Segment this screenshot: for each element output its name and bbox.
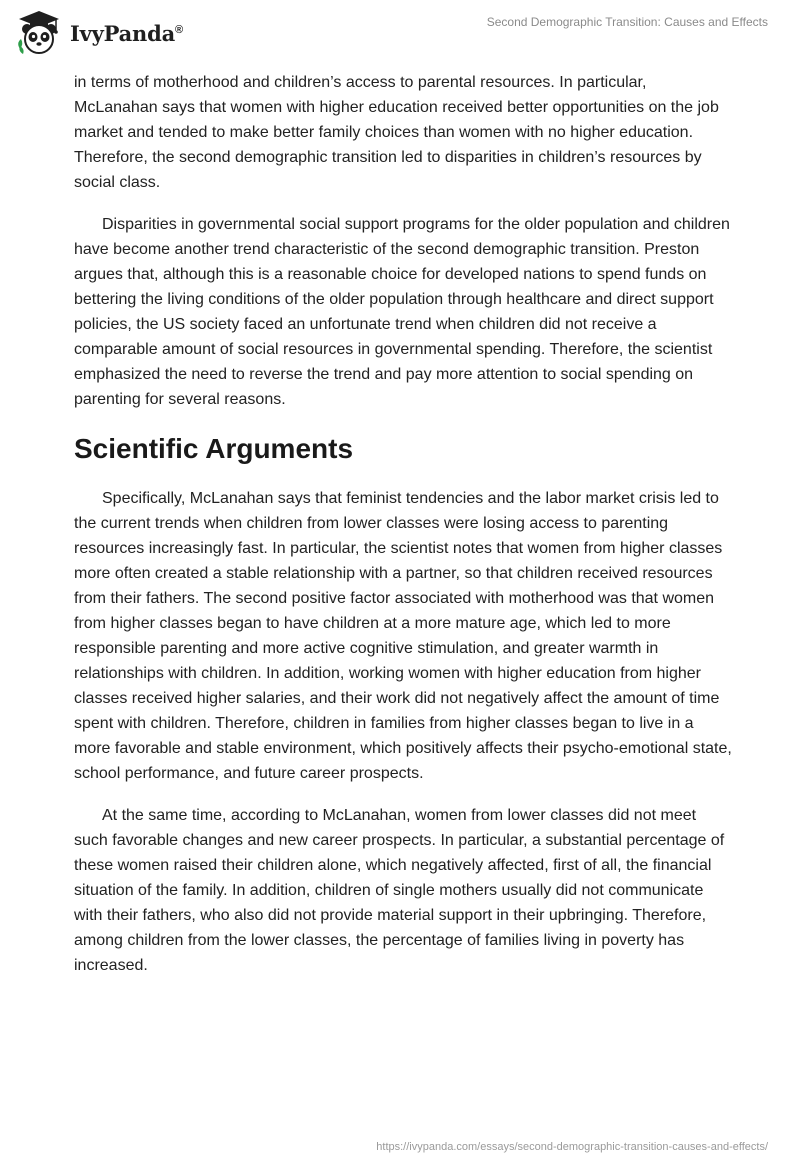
document-title: Second Demographic Transition: Causes and Effects [486,15,768,29]
source-url[interactable]: https://ivypanda.com/essays/second-demographic-transition-causes-and-effects/ [376,1141,768,1153]
logo-text: IvyPanda [70,20,176,46]
paragraph-3: Specifically, McLanahan says that feminist tendencies and the labor market crisis led to the current trends when children from lower classes were losing access to parenting resources increasingly fast. In particular, the scientist notes that women from higher classes more often created a stable relationship with a partner, so that children received resources from their fathers. The second positive factor associated with motherhood was that women from higher classes began to have children at a more mature age, which led to more responsible parenting and more active cognitive stimulation, and greater warmth in relationships with children. In addition, working women with higher education from higher classes received higher salaries, and their work did not negatively affect the amount of time spent with children. Therefore, children in families from higher classes began to live in a more favorable and stable environment, which positively affects their psycho-emotional state, school performance, and future career prospects. [74,490,732,782]
paragraph-2: Disparities in governmental social support programs for the older population and children have become another trend characteristic of the second demographic transition. Preston argues that, although this is a reasonable choice for developed nations to spend funds on bettering the living conditions of the older population through healthcare and direct support policies, the US society faced an unfortunate trend when children did not receive a comparable amount of social resources in governmental spending. Therefore, the scientist emphasized the need to reverse the trend and pay more attention to social spending on parenting for several reasons. [74,216,730,408]
essay-content [74,70,734,995]
logo-wordmark [70,21,183,46]
section-heading: Scientific Arguments [74,433,354,464]
paragraph-1: in terms of motherhood and children’s access to parental resources. In particular, McLanahan says that women with higher education received better opportunities on the job market and tended to make better family choices than women with no higher education. Therefore, the second demographic transition led to disparities in children’s resources by social class. [74,74,719,191]
registered-mark: ® [175,23,183,36]
page-header [0,0,800,66]
paragraph-4: At the same time, according to McLanahan, women from lower classes did not meet such favorable changes and new career prospects. In particular, a substantial percentage of these women raised their children alone, which negatively affected, first of all, the financial situation of the family. In addition, children of single mothers usually did not communicate with their fathers, who also did not provide material support in their upbringing. Therefore, among children from the lower classes, the percentage of families living in poverty has increased. [74,807,725,974]
ivypanda-logo[interactable] [14,9,183,57]
panda-mascot-icon [14,9,64,57]
